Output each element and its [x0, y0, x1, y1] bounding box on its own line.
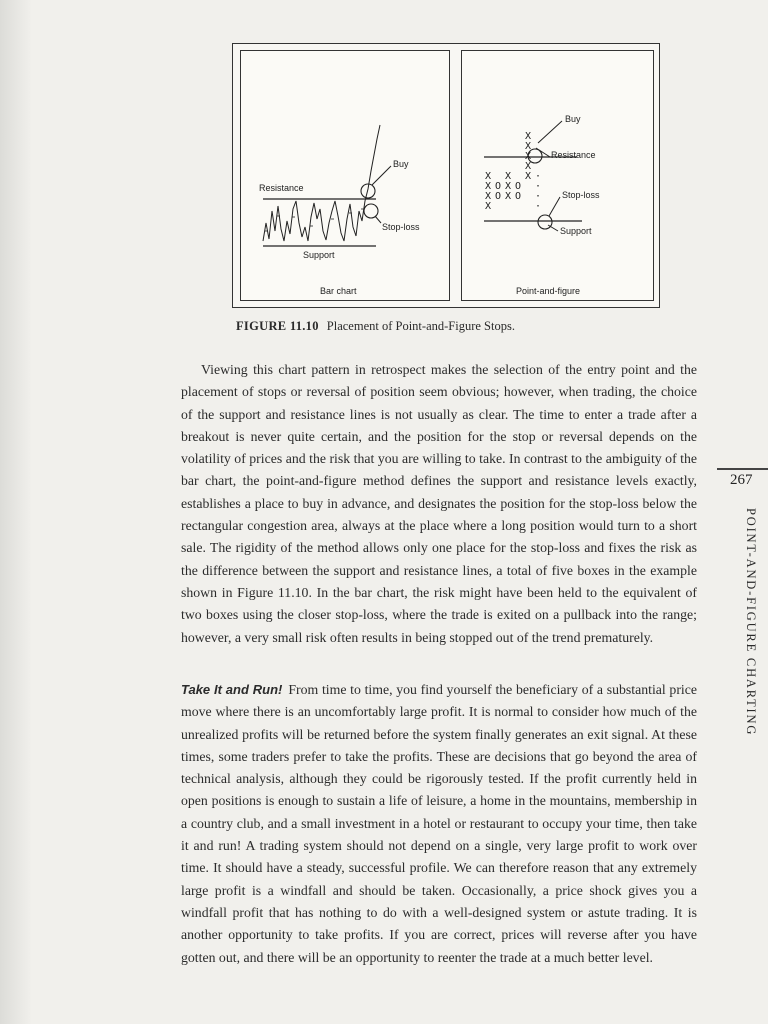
bar-chart-title: Bar chart: [320, 286, 357, 296]
pnf-column-6: · · · ·: [535, 171, 542, 212]
pnf-column-4: O O: [515, 181, 522, 202]
figure-number: FIGURE 11.10: [236, 319, 319, 333]
pnf-resistance-label: Resistance: [551, 150, 596, 160]
running-head: POINT-AND-FIGURE CHARTING: [744, 508, 758, 737]
figure-caption: [236, 319, 515, 334]
bar-chart-panel: [240, 50, 450, 301]
bar-stop-loss-label: Stop-loss: [382, 222, 420, 232]
pnf-stop-loss-pointer: [549, 197, 560, 216]
page-number-rule: [717, 468, 768, 470]
run-in-heading: Take It and Run!: [181, 682, 283, 697]
pnf-support-label: Support: [560, 226, 592, 236]
body-paragraph-2: [181, 679, 697, 969]
pnf-column-3: X X X: [505, 171, 512, 202]
bar-chart-drawing: [241, 51, 448, 299]
pnf-chart-panel: [461, 50, 654, 301]
pnf-buy-pointer: [538, 121, 562, 143]
pnf-column-2: O O: [495, 181, 502, 202]
pnf-buy-label: Buy: [565, 114, 581, 124]
bar-support-label: Support: [303, 250, 335, 260]
page-number: 267: [730, 472, 753, 488]
bar-resistance-label: Resistance: [259, 183, 304, 193]
stop-loss-pointer: [375, 216, 381, 223]
bar-buy-label: Buy: [393, 159, 409, 169]
figure-title: Placement of Point-and-Figure Stops.: [326, 319, 515, 333]
pnf-stop-loss-circle: [538, 215, 552, 229]
pnf-resistance-pointer: [536, 148, 550, 157]
body-paragraph-2-text: From time to time, you find yourself the beneficiary of a substantial price move where there is an uncomfortably large profit. It is normal to consider how much of the unrealized profits will be returned before the system finally generates an exit signal. At these times, some traders prefer to take the profits. These are decisions that go beyond the area of technical analysis, although they could be rigorously tested. If the profit currently held in open positions is enough to sustain a life of leisure, a home in the mountains, membership in a country club, and a small investment in a hotel or restaurant to occupy your time, then take it and run! A trading system should not depend on a single, very large profit to work over time. It should have a steady, successful profile. We can therefore reason that any extremely large profit is a windfall and should be taken. Occasionally, a price shock gives you a windfall profit that has nothing to do with a well-designed system or astute trading. It is another opportunity to take profits. If you are correct, prices will reverse after you have gotten out, and there will be an opportunity to reenter the trade at a much better level.: [181, 682, 697, 965]
pnf-column-1: X X X X: [485, 171, 492, 212]
page-gutter-shadow: [0, 0, 32, 1024]
body-paragraph-1: Viewing this chart pattern in retrospect makes the selection of the entry point and the placement of stops or reversal of position seem obvious; however, when trading, the choice of the support and resistance lines is not usually as clear. The time to enter a trade after a breakout is never quite certain, and the position for the stop or reversal depends on the volatility of prices and the risk that you are willing to take. In contrast to the ambiguity of the bar chart, the point-and-figure method defines the support and resistance levels exactly, establishes a place to buy in advance, and designates the position for the stop-loss below the rectangular congestion area, always at the place where a long position would turn to a short sale. The rigidity of the method allows only one place for the stop-loss and fixes the risk as the difference between the support and resistance lines, a total of five boxes in the example shown in Figure 11.10. In the bar chart, the risk might have been held to the equivalent of two boxes using the closer stop-loss, where the trade is exited on a pullback into the range; however, a very small risk often results in being stopped out of the trend prematurely.: [181, 362, 697, 645]
pnf-column-5: X X X X X: [525, 131, 532, 182]
pnf-stop-loss-label: Stop-loss: [562, 190, 600, 200]
buy-pointer: [372, 166, 391, 185]
figure-11-10: [232, 43, 660, 308]
stop-loss-circle: [364, 204, 378, 218]
pnf-chart-title: Point-and-figure: [516, 286, 581, 296]
